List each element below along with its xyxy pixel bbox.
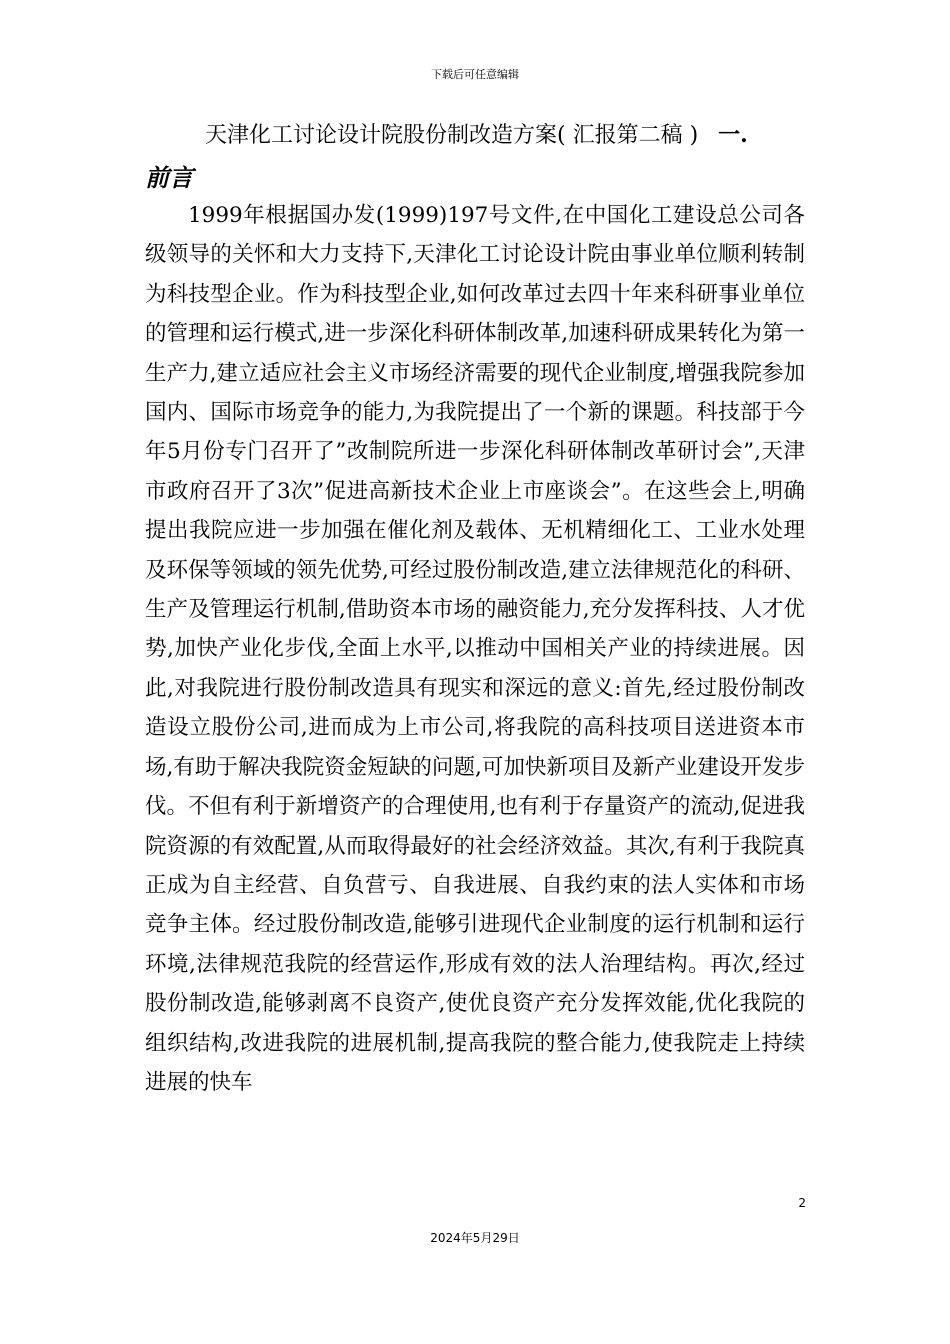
document-body <box>145 196 805 1102</box>
page-number: 2 <box>798 1196 806 1210</box>
page-header: 下载后可任意编辑 <box>431 68 519 81</box>
document-title-line <box>205 118 825 149</box>
body-paragraph: 1999年根据国办发(1999)197号文件,在中国化工建设总公司各级领导的关怀和大力支持下,天津化工讨论设计院由事业单位顺利转制为科技型企业。作为科技型企业,如何改革过去四十年来科研事业单位的管理和运行模式,进一步深化科研体制改革,加速科研成果转化为第一生产力,建立适应社会主义市场经济需要的现代企业制度,增强我院参加国内、国际市场竞争的能力,为我院提出了一个新的课题。科技部于今年5月份专门召开了”改制院所进一步深化科研体制改革研讨会”,天津市政府召开了3次”促进高新技术企业上市座谈会”。在这些会上,明确提出我院应进一步加强在催化剂及载体、无机精细化工、工业水处理及环保等领域的领先优势,可经过股份制改造,建立法律规范化的科研、生产及管理运行机制,借助资本市场的融资能力,充分发挥科技、人才优势,加快产业化步伐,全面上水平,以推动中国相关产业的持续进展。因此,对我院进行股份制改造具有现实和深远的意义:首先,经过股份制改造设立股份公司,进而成为上市公司,将我院的高科技项目送进资本市场,有助于解决我院资金短缺的问题,可加快新项目及新产业建设开发步伐。不但有利于新增资产的合理使用,也有利于存量资产的流动,促进我院资源的有效配置,从而取得最好的社会经济效益。其次,有利于我院真正成为自主经营、自负营亏、自我进展、自我约束的法人实体和市场竞争主体。经过股份制改造,能够引进现代企业制度的运行机制和运行环境,法律规范我院的经营运作,形成有效的法人治理结构。再次,经过股份制改造,能够剥离不良资产,使优良资产充分发挥效能,优化我院的组织结构,改进我院的进展机制,提高我院的整合能力,使我院走上持续进展的快车 <box>145 203 805 1095</box>
document-title: 天津化工讨论设计院股份制改造方案( 汇报第二稿 ) <box>205 123 699 148</box>
page-footer-date: 2024年5月29日 <box>430 1231 520 1245</box>
section-number: 一. <box>718 122 748 148</box>
section-heading: 前言 <box>145 163 193 192</box>
